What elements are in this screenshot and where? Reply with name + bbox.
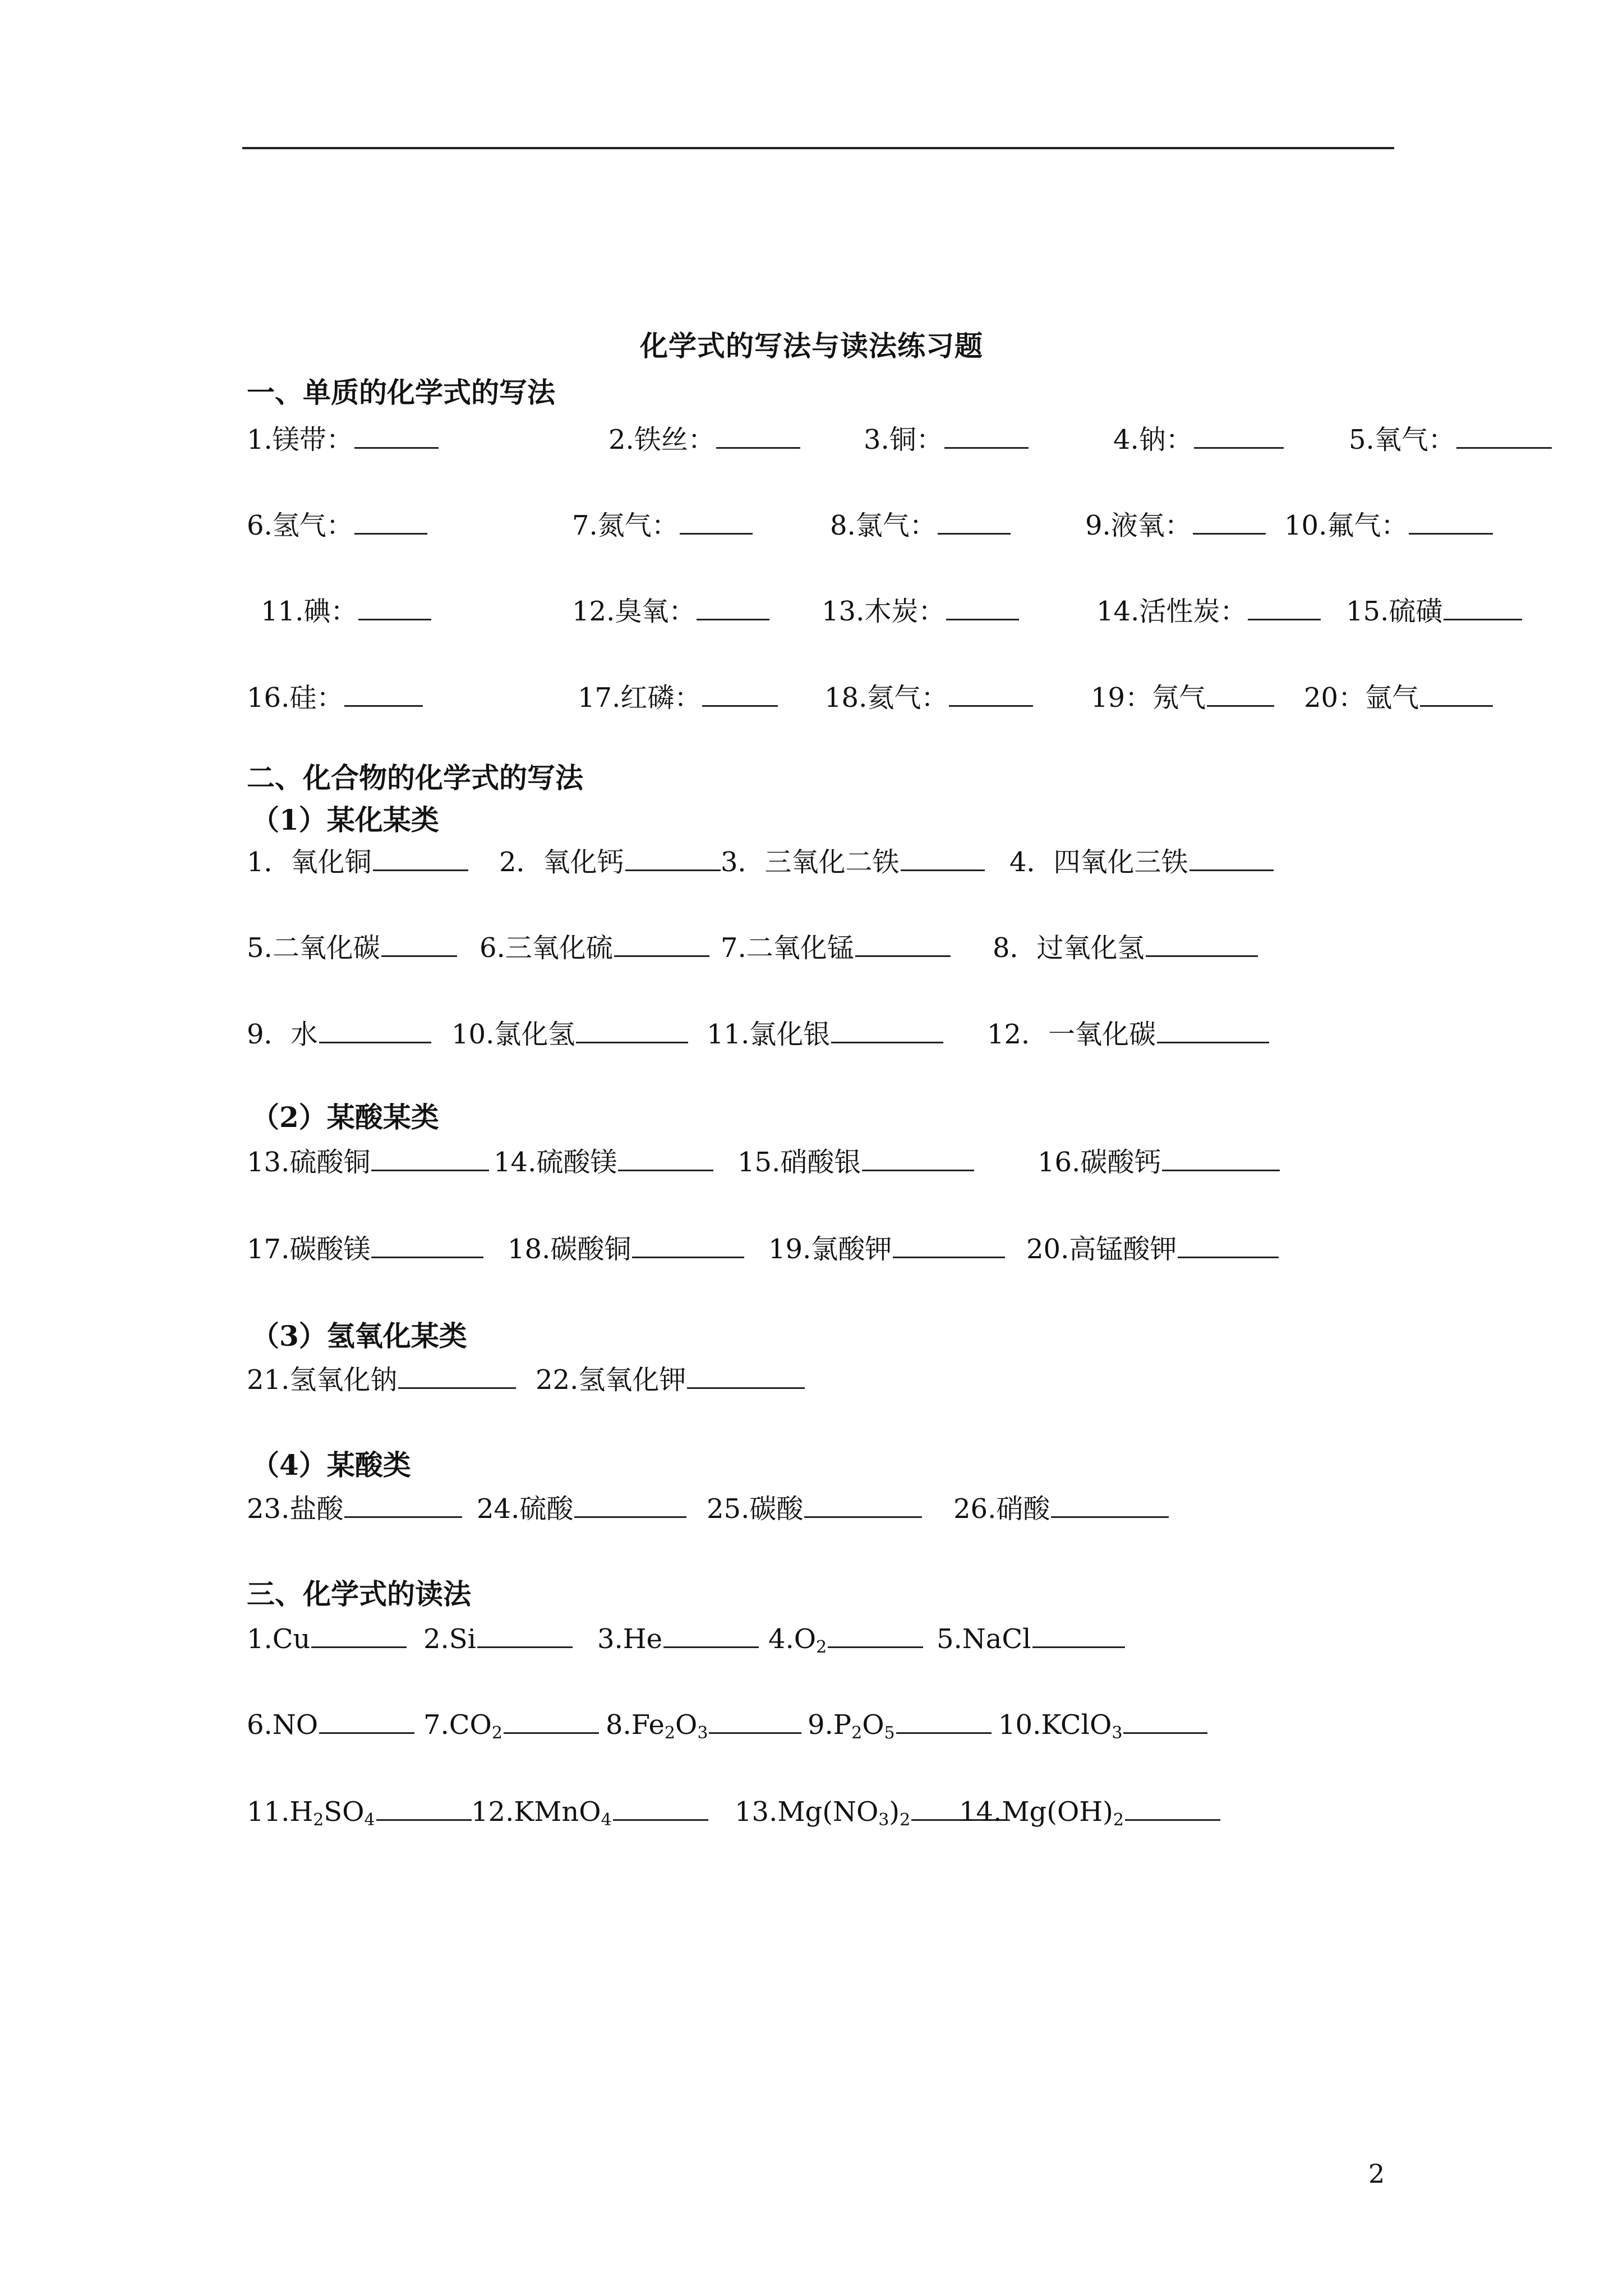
question-label: 26.硝酸 [953,1493,1050,1525]
chemical-formula: $O_2$ [794,1623,827,1657]
answer-blank[interactable] [702,684,778,707]
chemical-formula: $P_2O_5$ [833,1709,895,1743]
answer-blank[interactable] [1157,1020,1269,1043]
answer-blank[interactable] [381,934,457,957]
section-2-sub-1-question [479,930,709,966]
answer-blank[interactable] [632,1235,744,1258]
question-number: 4. [768,1623,794,1655]
section-2-sub-1-row [0,1016,1156,1052]
answer-blank[interactable] [828,1625,923,1648]
section-2-sub-1-question [993,930,1258,966]
question-number: 13. [735,1796,778,1828]
answer-blank[interactable] [574,1495,686,1518]
header-rule [242,147,1394,149]
section-2-sub-1-question [1009,844,1274,880]
question-label: 11.氯化银 [707,1019,831,1050]
answer-blank[interactable] [1193,512,1266,535]
question-label: 9．水 [247,1019,318,1050]
section-1-question [822,593,1019,629]
question-number: 10. [998,1709,1041,1741]
question-number: 9. [808,1709,833,1741]
question-label: 19：氖气 [1091,682,1206,714]
section-2-sub-2-question [247,1144,489,1180]
answer-blank[interactable] [804,1495,922,1518]
answer-blank[interactable] [687,1366,805,1389]
section-2-sub-4-question [953,1491,1169,1527]
section-2-sub-2-question [1026,1231,1279,1267]
answer-blank[interactable] [373,848,468,871]
answer-blank[interactable] [1032,1625,1125,1648]
question-label: 23.盐酸 [247,1493,344,1525]
question-label: 17.碳酸镁 [247,1234,371,1265]
section-1-question [864,422,1029,458]
question-label: 10.氟气： [1284,510,1408,541]
question-label: 22.氢氧化钾 [536,1364,686,1396]
section-2-sub-4-question [707,1491,922,1527]
answer-blank[interactable] [901,848,985,871]
answer-blank[interactable] [1194,426,1284,449]
question-label: 24.硫酸 [477,1493,574,1525]
answer-blank[interactable] [1146,934,1258,957]
answer-blank[interactable] [663,1625,759,1648]
answer-blank[interactable] [855,934,951,957]
question-label: 13.木炭： [822,596,946,627]
answer-blank[interactable] [716,426,800,449]
question-number: 1. [247,1623,273,1655]
section-3-question [606,1707,801,1743]
answer-blank[interactable] [709,1711,801,1734]
answer-blank[interactable] [625,848,721,871]
answer-blank[interactable] [680,512,753,535]
section-2-sub-2-row [0,1231,1177,1267]
question-label: 21.氢氧化钠 [247,1364,398,1396]
answer-blank[interactable] [1051,1495,1169,1518]
question-number: 7. [423,1709,449,1741]
chemical-formula: $CO_2$ [449,1709,502,1743]
question-label: 8.氯气： [830,510,937,541]
chemical-formula: $H_2SO_4$ [289,1796,375,1830]
section-2-sub-1-question [451,1016,688,1052]
answer-blank[interactable] [1125,1798,1220,1821]
section-2-sub-4-heading: （4）某酸类 [251,1448,411,1481]
answer-blank[interactable] [946,597,1019,620]
section-2-sub-2-question [768,1231,1005,1267]
question-label: 4．四氧化三铁 [1009,846,1188,878]
answer-blank[interactable] [1248,597,1321,620]
section-3-row [0,1621,1122,1657]
question-label: 16.碳酸钙 [1038,1147,1161,1178]
section-2-sub-3-question [536,1362,805,1398]
answer-blank[interactable] [1420,684,1493,707]
chemical-formula: Si [449,1623,477,1655]
section-3-question [597,1621,759,1657]
answer-blank[interactable] [371,1235,483,1258]
section-1-question [1096,593,1321,629]
answer-blank[interactable] [354,426,439,449]
chemical-formula: KClO$_3$ [1041,1709,1123,1743]
question-label: 7.氮气： [572,510,679,541]
question-label: 3．三氧化二铁 [721,846,900,878]
question-label: 7.二氧化锰 [721,932,854,964]
question-label: 6.三氧化硫 [479,932,613,964]
answer-blank[interactable] [354,512,427,535]
question-label: 18.氦气： [824,682,948,714]
question-label: 2.铁丝： [608,424,715,455]
section-2-sub-1-question [721,930,951,966]
answer-blank[interactable] [862,1148,974,1171]
section-1-question [1346,593,1522,629]
section-2-sub-4-question [477,1491,686,1527]
section-1-heading: 一、单质的化学式的写法 [247,376,555,409]
question-label: 12.臭氧： [572,596,696,627]
section-2-sub-1-heading: （1）某化某类 [251,803,439,836]
answer-blank[interactable] [477,1625,573,1648]
question-label: 2．氧化钙 [499,846,624,878]
answer-blank[interactable] [319,1020,431,1043]
section-1-question [1113,422,1284,458]
answer-blank[interactable] [938,512,1011,535]
section-1-question [830,508,1011,544]
section-2-sub-1-question [247,844,468,880]
answer-blank[interactable] [311,1625,407,1648]
section-2-sub-3-question [247,1362,516,1398]
question-label: 10.氯化氢 [451,1019,575,1050]
section-1-question [261,593,431,629]
answer-blank[interactable] [1456,426,1552,449]
answer-blank[interactable] [1409,512,1493,535]
question-label: 5.二氧化碳 [247,932,380,964]
answer-blank[interactable] [504,1711,599,1734]
chemical-formula: $Mg(NO_3)_2$ [777,1796,911,1830]
section-2-sub-3-row [0,1362,1122,1398]
section-3-question [959,1794,1220,1830]
section-3-question [247,1621,407,1657]
section-1-question [247,508,427,544]
section-2-sub-1-question [247,930,457,966]
question-label: 17.红磷： [578,682,702,714]
page-number: 2 [1368,2159,1385,2189]
section-3-row [0,1794,1122,1830]
section-1-question [247,422,439,458]
question-label: 6.氢气： [247,510,353,541]
answer-blank[interactable] [893,1235,1005,1258]
answer-blank[interactable] [1189,848,1274,871]
section-3-question [937,1621,1125,1657]
question-number: 11. [247,1796,290,1828]
section-2-sub-3-heading: （3）氢氧化某类 [251,1319,467,1352]
question-label: 18.碳酸铜 [508,1234,631,1265]
chemical-formula: $Mg(OH)_2$ [1002,1796,1124,1830]
question-label: 14.活性炭： [1096,596,1247,627]
answer-blank[interactable] [697,597,769,620]
section-2-sub-1-question [499,844,721,880]
section-1-row [0,593,1443,629]
section-2-sub-2-question [737,1144,974,1180]
question-label: 15.硫磺 [1346,596,1443,627]
question-number: 5. [937,1623,962,1655]
question-label: 9.液氧： [1085,510,1192,541]
section-1-question [1304,680,1493,716]
section-1-question [1091,680,1274,716]
question-label: 3.铜： [864,424,943,455]
section-1-question [608,422,800,458]
answer-blank[interactable] [376,1798,472,1821]
section-3-question [471,1794,708,1830]
section-1-question [572,508,753,544]
question-label: 12．一氧化碳 [987,1019,1156,1050]
answer-blank[interactable] [831,1020,943,1043]
question-label: 1．氧化铜 [247,846,372,878]
section-1-row [0,422,1455,458]
section-2-sub-1-row [0,844,1188,880]
section-3-question [808,1707,992,1743]
answer-blank[interactable] [613,1798,708,1821]
question-label: 14.硫酸镁 [494,1147,617,1178]
answer-blank[interactable] [1123,1711,1207,1734]
answer-blank[interactable] [944,426,1029,449]
chemical-formula: NaCl [962,1623,1031,1655]
section-3-row [0,1707,1122,1743]
section-1-question [247,680,423,716]
section-2-sub-1-question [721,844,985,880]
question-number: 14. [959,1796,1002,1828]
answer-blank[interactable] [1162,1148,1280,1171]
answer-blank[interactable] [896,1711,992,1734]
question-label: 20：氩气 [1304,682,1419,714]
section-2-sub-2-question [1038,1144,1280,1180]
section-3-question [423,1621,573,1657]
question-label: 16.硅： [247,682,344,714]
section-3-question [247,1707,414,1743]
answer-blank[interactable] [398,1366,516,1389]
section-2-sub-1-question [707,1016,943,1052]
section-2-sub-1-question [247,1016,431,1052]
section-2-sub-2-question [494,1144,713,1180]
section-2-heading: 二、化合物的化学式的写法 [247,761,583,794]
question-label: 15.硝酸银 [737,1147,861,1178]
answer-blank[interactable] [576,1020,688,1043]
section-2-sub-4-row [0,1491,1122,1527]
question-label: 19.氯酸钾 [768,1234,892,1265]
answer-blank[interactable] [618,1148,713,1171]
chemical-formula: KMnO$_4$ [514,1796,612,1830]
section-2-sub-2-question [508,1231,744,1267]
question-number: 8. [606,1709,631,1741]
question-label: 11.碘： [261,596,358,627]
answer-blank[interactable] [358,597,431,620]
question-label: 20.高锰酸钾 [1026,1234,1177,1265]
answer-blank[interactable] [1444,597,1522,620]
question-number: 12. [471,1796,514,1828]
answer-blank[interactable] [344,1495,462,1518]
section-3-question [998,1707,1207,1743]
answer-blank[interactable] [1207,684,1274,707]
section-1-question [1284,508,1493,544]
section-1-row [0,508,1408,544]
question-number: 2. [423,1623,449,1655]
section-2-sub-4-question [247,1491,462,1527]
section-2-sub-2-row [0,1144,1161,1180]
question-label: 13.硫酸铜 [247,1147,371,1178]
page-title: 化学式的写法与读法练习题 [640,329,983,362]
question-label: 8．过氧化氢 [993,932,1145,964]
question-number: 3. [597,1623,623,1655]
section-2-sub-1-question [987,1016,1269,1052]
section-3-question [768,1621,923,1657]
answer-blank[interactable] [949,684,1033,707]
section-3-question [423,1707,599,1743]
section-2-sub-2-question [247,1231,483,1267]
section-3-heading: 三、化学式的读法 [247,1577,471,1611]
question-number: 6. [247,1709,273,1741]
question-label: 4.钠： [1113,424,1193,455]
section-2-sub-1-row [0,930,1145,966]
section-1-question [572,593,769,629]
chemical-formula: Cu [272,1623,311,1655]
section-1-row [0,680,1419,716]
answer-blank[interactable] [319,1711,414,1734]
chemical-formula: NO [272,1709,319,1741]
answer-blank[interactable] [1178,1235,1279,1258]
answer-blank[interactable] [614,934,709,957]
section-1-question [1349,422,1552,458]
section-2-sub-2-heading: （2）某酸某类 [251,1101,439,1134]
question-label: 1.镁带： [247,424,353,455]
answer-blank[interactable] [371,1148,489,1171]
chemical-formula: He [623,1623,663,1655]
section-1-question [1085,508,1266,544]
section-3-question [247,1794,472,1830]
question-label: 25.碳酸 [707,1493,804,1525]
chemical-formula: $Fe_2O_3$ [631,1709,708,1743]
answer-blank[interactable] [344,684,423,707]
question-label: 5.氧气： [1349,424,1455,455]
section-1-question [824,680,1033,716]
section-1-question [578,680,778,716]
